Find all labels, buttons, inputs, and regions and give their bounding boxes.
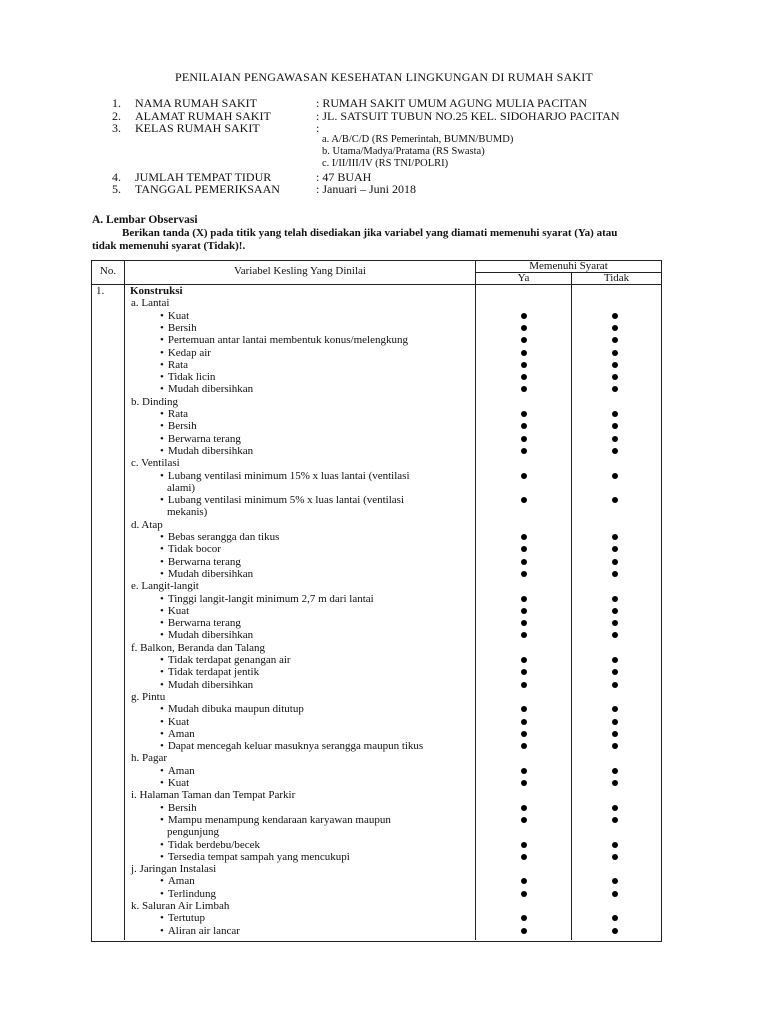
item-label: • Aman — [160, 875, 195, 887]
kelas-option: b. Utama/Madya/Pratama (RS Swasta) — [322, 146, 485, 157]
section-title: A. Lembar Observasi — [92, 214, 198, 226]
info-value: : JL. SATSUIT TUBUN NO.25 KEL. SIDOHARJO PACITAN — [316, 109, 620, 123]
category-label: d. Atap — [131, 518, 163, 531]
item-label: pengunjung — [167, 826, 219, 839]
checkpoint-dot[interactable] — [521, 436, 527, 442]
checkpoint-dot[interactable] — [521, 559, 527, 565]
item-label: • Berwarna terang — [160, 617, 241, 629]
checkpoint-dot[interactable] — [612, 854, 618, 860]
checkpoint-dot[interactable] — [521, 411, 527, 417]
info-no: 1. — [112, 96, 121, 110]
checkpoint-dot[interactable] — [612, 350, 618, 356]
checkpoint-dot[interactable] — [612, 928, 618, 934]
item-label: • Berwarna terang — [160, 433, 241, 445]
category-label: a. Lantai — [131, 297, 170, 310]
header-tidak: Tidak — [603, 272, 630, 284]
main-category: Konstruksi — [130, 285, 183, 297]
item-label: • Tidak terdapat jentik — [160, 666, 259, 678]
category-label: f. Balkon, Beranda dan Talang — [131, 641, 266, 654]
checkpoint-dot[interactable] — [521, 854, 527, 860]
item-label: • Tidak bocor — [160, 543, 221, 555]
table-divider — [475, 260, 476, 940]
checkpoint-dot[interactable] — [521, 362, 527, 368]
item-label: • Tidak terdapat genangan air — [160, 654, 291, 666]
info-label: JUMLAH TEMPAT TIDUR — [135, 170, 272, 184]
checkpoint-dot[interactable] — [612, 325, 618, 331]
checkpoint-dot[interactable] — [521, 534, 527, 540]
checkpoint-dot[interactable] — [612, 657, 618, 663]
checkpoint-dot[interactable] — [612, 571, 618, 577]
item-label: • Tidak berdebu/becek — [160, 839, 260, 851]
checkpoint-dot[interactable] — [521, 448, 527, 454]
item-label: • Aman — [160, 728, 195, 740]
kelas-option: a. A/B/C/D (RS Pemerintah, BUMN/BUMD) — [322, 134, 514, 145]
item-label: • Mudah dibersihkan — [160, 568, 253, 580]
header-no: No. — [99, 265, 117, 277]
item-label: • Bersih — [160, 322, 197, 334]
checkpoint-dot[interactable] — [521, 657, 527, 663]
item-label: • Pertemuan antar lantai membentuk konus/melengkung — [160, 334, 408, 346]
item-label: • Tinggi langit-langit minimum 2,7 m dari lantai — [160, 593, 374, 605]
item-label: • Tersedia tempat sampah yang mencukupi — [160, 851, 350, 863]
checkpoint-dot[interactable] — [612, 817, 618, 823]
category-label: h. Pagar — [131, 752, 168, 765]
item-label: mekanis) — [167, 506, 208, 519]
info-label: KELAS RUMAH SAKIT — [135, 121, 260, 135]
item-label: • Berwarna terang — [160, 556, 241, 568]
checkpoint-dot[interactable] — [612, 891, 618, 897]
item-label: • Kuat — [160, 716, 189, 728]
table-divider — [571, 272, 572, 940]
checkpoint-dot[interactable] — [521, 350, 527, 356]
item-label: • Rata — [160, 408, 188, 420]
checkpoint-dot[interactable] — [612, 842, 618, 848]
checkpoint-dot[interactable] — [521, 805, 527, 811]
item-label: • Terlindung — [160, 888, 216, 900]
checkpoint-dot[interactable] — [521, 731, 527, 737]
header-memenuhi-syarat: Memenuhi Syarat — [529, 260, 608, 272]
table-divider — [124, 260, 125, 940]
category-label: k. Saluran Air Limbah — [131, 900, 230, 912]
category-label: c. Ventilasi — [131, 457, 180, 470]
info-value: : — [316, 121, 320, 135]
info-value: : Januari – Juni 2018 — [316, 182, 416, 196]
info-no: 3. — [112, 121, 121, 135]
checkpoint-dot[interactable] — [521, 682, 527, 688]
item-label: • Aman — [160, 765, 195, 777]
checkpoint-dot[interactable] — [612, 731, 618, 737]
checkpoint-dot[interactable] — [612, 559, 618, 565]
item-label: • Mudah dibersihkan — [160, 679, 253, 691]
checkpoint-dot[interactable] — [612, 719, 618, 725]
checkpoint-dot[interactable] — [612, 362, 618, 368]
checkpoint-dot[interactable] — [612, 608, 618, 614]
checkpoint-dot[interactable] — [521, 608, 527, 614]
checkpoint-dot[interactable] — [612, 805, 618, 811]
checkpoint-dot[interactable] — [612, 473, 618, 479]
instruction-line: tidak memenuhi syarat (Tidak)!. — [92, 240, 246, 252]
checkpoint-dot[interactable] — [521, 928, 527, 934]
item-label: • Mudah dibersihkan — [160, 629, 253, 641]
item-label: • Lubang ventilasi minimum 15% x luas lantai (ventilasi — [160, 470, 410, 482]
item-label: • Kuat — [160, 605, 189, 617]
item-label: • Dapat mencegah keluar masuknya serangga maupun tikus — [160, 740, 423, 752]
checkpoint-dot[interactable] — [612, 780, 618, 786]
checkpoint-dot[interactable] — [612, 534, 618, 540]
info-no: 5. — [112, 182, 121, 196]
checkpoint-dot[interactable] — [521, 842, 527, 848]
checkpoint-dot[interactable] — [521, 719, 527, 725]
item-label: • Tertutup — [160, 912, 205, 924]
checkpoint-dot[interactable] — [612, 411, 618, 417]
info-no: 2. — [112, 109, 121, 123]
info-value: : 47 BUAH — [316, 170, 372, 184]
item-label: • Bersih — [160, 420, 197, 432]
checkpoint-dot[interactable] — [612, 313, 618, 319]
checkpoint-dot[interactable] — [612, 448, 618, 454]
header-ya: Ya — [517, 272, 530, 284]
header-variable: Variabel Kesling Yang Dinilai — [234, 265, 366, 277]
checkpoint-dot[interactable] — [521, 891, 527, 897]
checkpoint-dot[interactable] — [521, 325, 527, 331]
checkpoint-dot[interactable] — [612, 682, 618, 688]
info-label: ALAMAT RUMAH SAKIT — [135, 109, 271, 123]
checkpoint-dot[interactable] — [521, 768, 527, 774]
instruction-line: Berikan tanda (X) pada titik yang telah disediakan jika variabel yang diamati memenuhi syarat (Ya) atau — [122, 227, 618, 239]
item-label: • Mudah dibersihkan — [160, 383, 253, 395]
info-value: : RUMAH SAKIT UMUM AGUNG MULIA PACITAN — [316, 96, 588, 110]
item-label: • Kedap air — [160, 347, 211, 359]
checkpoint-dot[interactable] — [521, 596, 527, 602]
item-label: • Rata — [160, 359, 188, 371]
item-label: • Kuat — [160, 777, 189, 789]
kelas-option: c. I/II/III/IV (RS TNI/POLRI) — [322, 158, 449, 169]
checkpoint-dot[interactable] — [521, 817, 527, 823]
info-label: NAMA RUMAH SAKIT — [135, 96, 258, 110]
item-label: • Mudah dibuka maupun ditutup — [160, 703, 304, 715]
category-label: i. Halaman Taman dan Tempat Parkir — [131, 789, 296, 802]
category-label: j. Jaringan Instalasi — [131, 863, 217, 876]
row-number: 1. — [96, 285, 105, 297]
item-label: • Bebas serangga dan tikus — [160, 531, 279, 543]
checkpoint-dot[interactable] — [521, 571, 527, 577]
item-label: • Kuat — [160, 310, 189, 322]
checkpoint-dot[interactable] — [612, 436, 618, 442]
category-label: e. Langit-langit — [131, 580, 199, 593]
item-label: • Aliran air lancar — [160, 925, 240, 937]
checkpoint-dot[interactable] — [521, 473, 527, 479]
info-label: TANGGAL PEMERIKSAAN — [135, 182, 280, 196]
item-label: • Bersih — [160, 802, 197, 814]
item-label: alami) — [167, 481, 196, 494]
item-label: • Mampu menampung kendaraan karyawan maupun — [160, 814, 391, 826]
checkpoint-dot[interactable] — [612, 768, 618, 774]
item-label: • Tidak licin — [160, 371, 215, 383]
category-label: g. Pintu — [131, 690, 166, 703]
checkpoint-dot[interactable] — [612, 596, 618, 602]
page-title: PENILAIAN PENGAWASAN KESEHATAN LINGKUNGAN DI RUMAH SAKIT — [175, 70, 593, 84]
info-no: 4. — [112, 170, 121, 184]
category-label: b. Dinding — [131, 395, 179, 408]
item-label: • Lubang ventilasi minimum 5% x luas lantai (ventilasi — [160, 494, 404, 506]
checkpoint-dot[interactable] — [521, 780, 527, 786]
item-label: • Mudah dibersihkan — [160, 445, 253, 457]
checkpoint-dot[interactable] — [521, 313, 527, 319]
